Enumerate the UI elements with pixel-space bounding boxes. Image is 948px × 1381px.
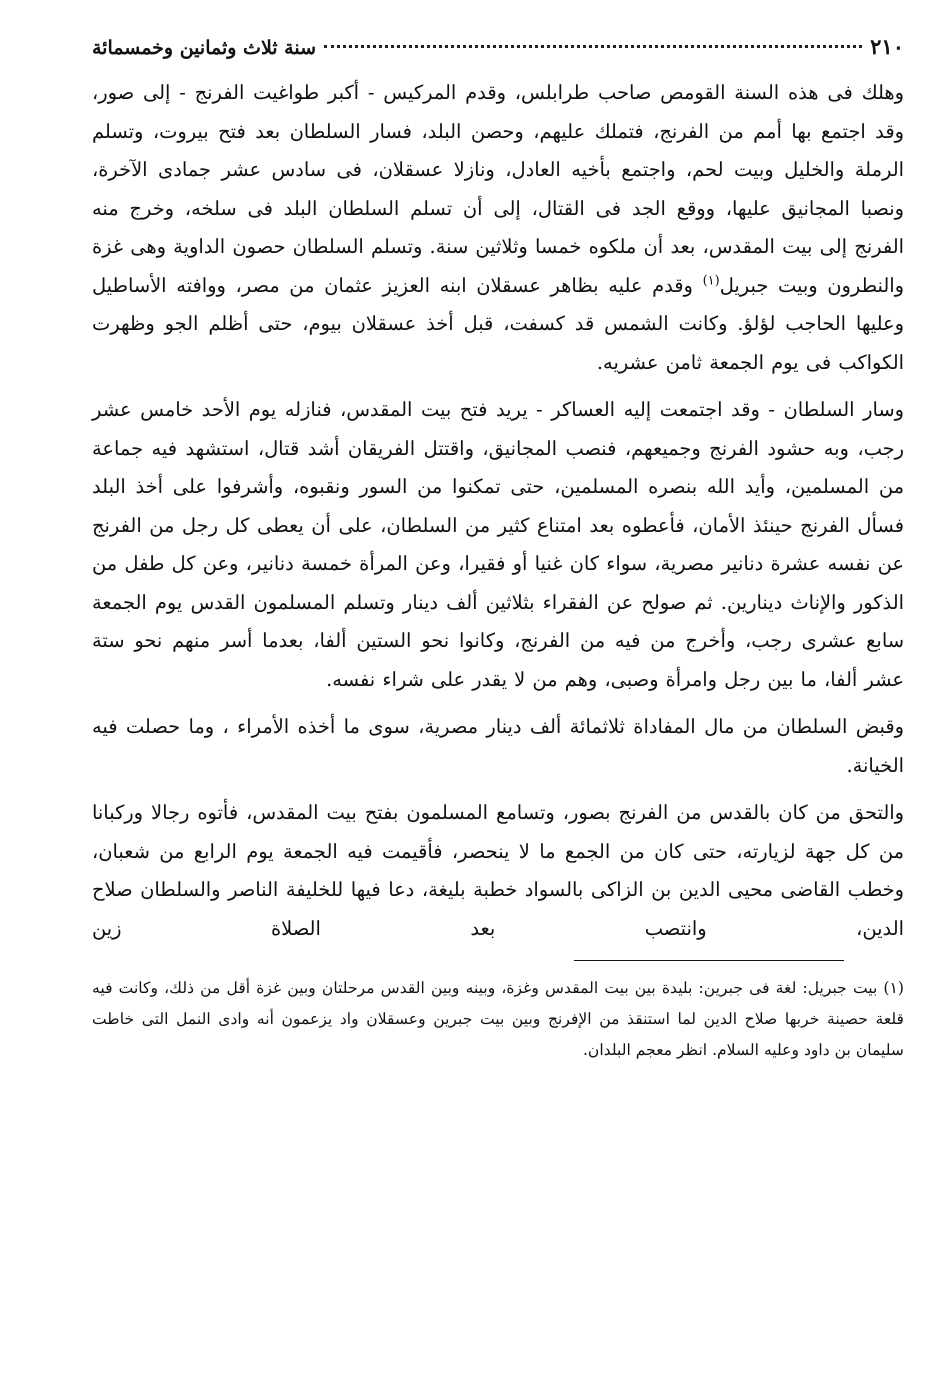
page-header — [92, 34, 904, 74]
paragraph: وسار السلطان - وقد اجتمعت إليه العساكر - يريد فتح بيت المقدس، فنازله يوم الأحد خامس عشر رجب، وبه حشود الفرنج وجميعهم، فنصب المجانيق، واقتتل الفريقان أشد قتال، استشهد فيه جماعة من المسلمين، وأيد الله بنصره المسلمين، حتى تمكنوا من السور ونقبوه، وأشرفوا على أخذ البلد فسأل الفرنج حينئذ الأمان، فأعطوه بعد امتناع كثير من السلطان، على أن يعطى كل رجل من الفرنج عن نفسه عشرة دنانير مصرية، سواء كان غنيا أو فقيرا، وعن المرأة خمسة دنانير، وعن كل طفل من الذكور والإناث دينارين. ثم صولح عن الفقراء بثلاثين ألف دينار وتسلم المسلمون القدس يوم الجمعة سابع عشرى رجب، وأخرج من فيه من الفرنج، وكانوا نحو الستين ألفا، بعدما أسر منهم نحو ستة عشر ألفا، ما بين رجل وامرأة وصبى، وهم من لا يقدر على شراء نفسه. — [92, 398, 904, 691]
book-page — [92, 34, 904, 1354]
footnote-reference: (١) — [702, 273, 720, 289]
footnote: (١) بيت جبريل: لغة فى جبرين: بليدة بين بيت المقدس وغزة، وبينه وبين القدس مرحلتان وبين غزة أقل من ذلك، وكانت فيه قلعة حصينة خربها صلاح الدين لما استنقذ من الإفرنج وبين بيت جبرين وعسقلان واد يزعمون أنه وادى النمل التى خاطت سليمان بن داود وعليه السلام. انظر معجم البلدان. — [92, 979, 904, 1059]
paragraph: والتحق من كان بالقدس من الفرنج بصور، وتسامع المسلمون بفتح بيت المقدس، فأتوه رجالا وركبانا من كل جهة لزيارته، حتى كان من الجمع ما لا ينحصر، فأقيمت فيه الجمعة يوم الرابع من شعبان، وخطب القاضى محيى الدين بن الزاكى بالسواد خطبة بليغة، دعا فيها للخليفة الناصر والسلطان صلاح الدين، وانتصب بعد الصلاة زين — [92, 801, 904, 940]
footnote-divider — [574, 960, 844, 961]
paragraph: وقبض السلطان من مال المفاداة ثلاثمائة ألف دينار مصرية، سوى ما أخذه الأمراء ، وما حصلت فيه الخيانة. — [92, 715, 904, 777]
page-number: ٢١٠ — [870, 34, 904, 59]
paragraph — [92, 74, 904, 382]
leader-dots — [324, 45, 862, 48]
paragraph-text: وهلك فى هذه السنة القومص صاحب طرابلس، وقدم المركيس - أكبر طواغيت الفرنج - إلى صور، وقد اجتمع بها أمم من الفرنج، فتملك عليهم، وحصن البلد، فسار السلطان بعد فتح بيروت، وتسلم الرملة والخليل وبيت لحم، واجتمع بأخيه العادل، ونازلا عسقلان، فى سادس عشر جمادى الآخرة، ونصبا المجانيق عليها، ووقع الجد فى القتال، إلى أن تسلم السلطان البلد فى سلخه، وخرج منه الفرنج إلى بيت المقدس، بعد أن ملكوه خمسا وثلاثين سنة. وتسلم السلطان حصون الداوية وهى غزة والنطرون وبيت جبريل — [92, 81, 904, 297]
running-title: سنة ثلاث وثمانين وخمسمائة — [92, 37, 317, 59]
main-text — [92, 74, 904, 948]
paragraph-text: وقدم عليه بظاهر عسقلان ابنه العزيز عثمان من مصر، ووافته الأساطيل وعليها الحاجب لؤلؤ. وكانت الشمس قد كسفت، قبل أخذ عسقلان بيوم، حتى أظلم الجو وظهرت الكواكب فى يوم الجمعة ثامن عشريه. — [92, 273, 904, 374]
